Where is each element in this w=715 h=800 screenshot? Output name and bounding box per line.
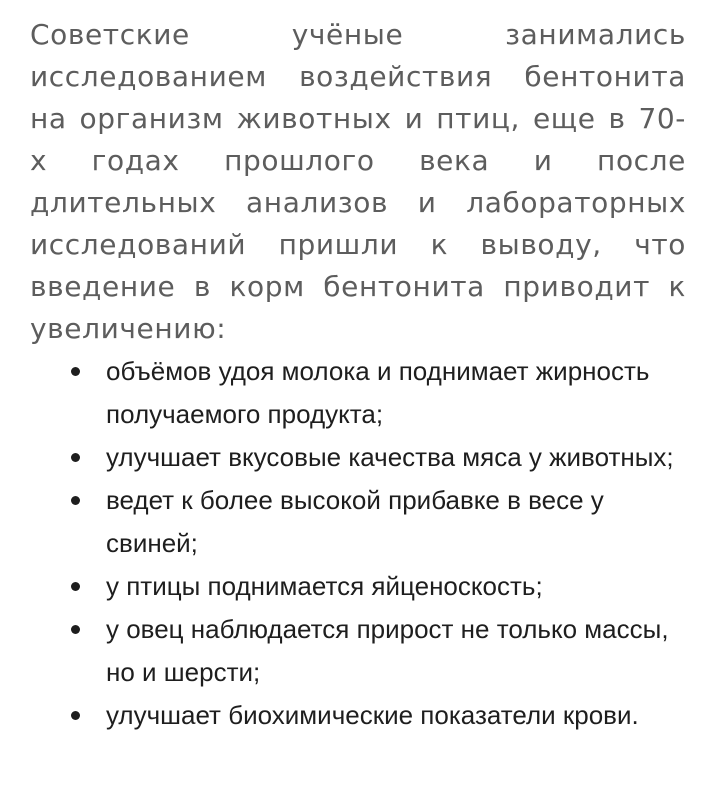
list-item — [0, 565, 715, 608]
list-item-text: у овец наблюдается прирост не только массы, но и шерсти; — [106, 614, 669, 687]
list-item — [0, 694, 715, 737]
list-item-text: ведет к более высокой прибавке в весе у свиней; — [106, 485, 604, 558]
list-item-text: улучшает вкусовые качества мяса у животных; — [106, 442, 674, 472]
list-item — [0, 479, 715, 565]
list-item — [0, 436, 715, 479]
list-item-text: у птицы поднимается яйценоскость; — [106, 571, 543, 601]
bullet-icon — [71, 367, 80, 376]
list-item-text: улучшает биохимические показатели крови. — [106, 700, 639, 730]
bullet-icon — [71, 453, 80, 462]
intro-paragraph: Советские учёные занимались исследованием воздействия бентонита на организм животных и птиц, еще в 70-х годах прошлого века и после длительных анализов и лабораторных исследований пришли к выводу, что введение в корм бентонита приводит к увеличению: — [30, 18, 686, 345]
bullet-icon — [71, 625, 80, 634]
list-item-text: объёмов удоя молока и поднимает жирность получаемого продукта; — [106, 356, 650, 429]
list-item — [0, 608, 715, 694]
effects-list — [0, 350, 715, 737]
bullet-icon — [71, 582, 80, 591]
list-item — [0, 350, 715, 436]
bullet-icon — [71, 711, 80, 720]
bullet-icon — [71, 496, 80, 505]
